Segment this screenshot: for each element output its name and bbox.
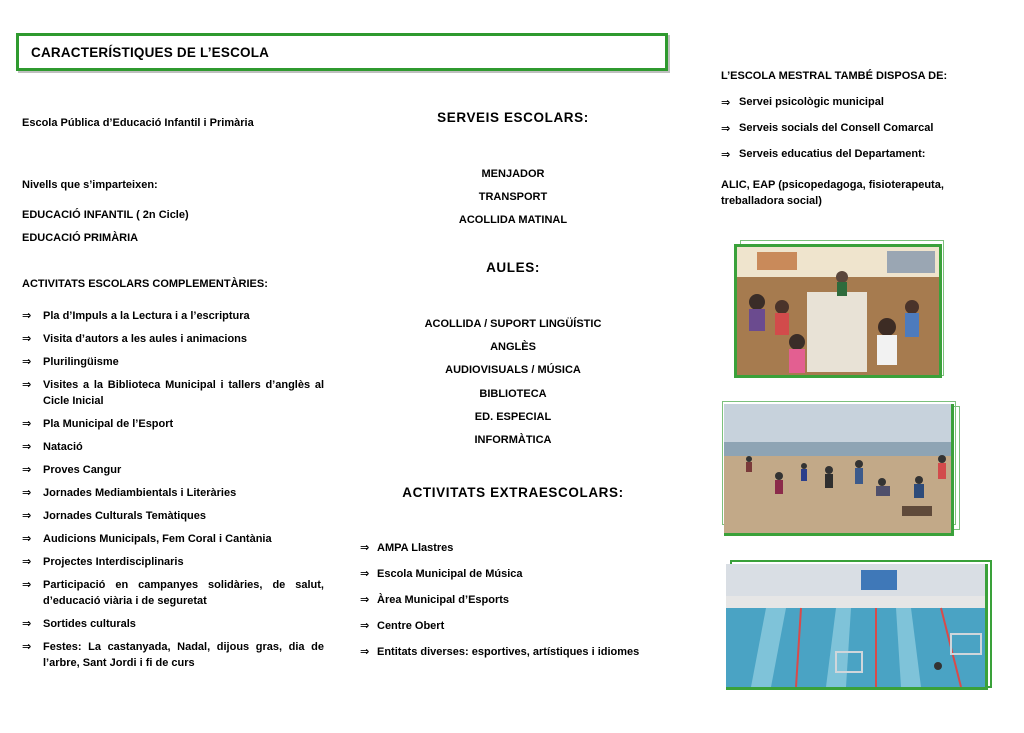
room-item: ED. ESPECIAL <box>474 410 552 423</box>
level-infantil: EDUCACIÓ INFANTIL ( 2n Cicle) <box>22 209 189 221</box>
list-item: ⇒ Festes: La castanyada, Nadal, dijous gras, dia de l’arbre, Sant Jordi i fi de curs <box>22 641 324 669</box>
arrow-icon: ⇒ <box>360 568 370 580</box>
services-heading: SERVEIS ESCOLARS: <box>437 110 589 125</box>
school-type: Escola Pública d’Educació Infantil i Primària <box>22 117 254 129</box>
arrow-icon: ⇒ <box>22 641 32 653</box>
arrow-icon: ⇒ <box>22 487 32 499</box>
list-item: ⇒ Audicions Municipals, Fem Coral i Cantània <box>22 533 272 545</box>
services-list <box>360 163 666 232</box>
extra-heading: ACTIVITATS EXTRAESCOLARS: <box>402 485 624 500</box>
list-item: ⇒ Projectes Interdisciplinaris <box>22 556 184 568</box>
arrow-icon: ⇒ <box>721 123 731 135</box>
list-item: ⇒ Natació <box>22 441 83 453</box>
arrow-icon: ⇒ <box>360 620 370 632</box>
dining-room-image <box>737 247 939 375</box>
activities-list <box>22 308 324 671</box>
extra-section <box>360 485 666 500</box>
arrow-icon: ⇒ <box>22 379 32 391</box>
arrow-icon: ⇒ <box>360 594 370 606</box>
list-item: ⇒ Visites a la Biblioteca Municipal i tallers d’anglès al Cicle Inicial <box>22 379 324 407</box>
room-item: BIBLIOTECA <box>479 387 547 400</box>
arrow-icon: ⇒ <box>22 356 32 368</box>
room-item: INFORMÀTICA <box>474 434 552 447</box>
level-primaria: EDUCACIÓ PRIMÀRIA <box>22 232 139 244</box>
services-section <box>360 110 666 125</box>
pool-image <box>726 564 985 687</box>
rooms-list <box>360 313 666 452</box>
arrow-icon: ⇒ <box>22 533 32 545</box>
room-item: ACOLLIDA / SUPORT LINGÜÍSTIC <box>424 318 602 330</box>
right-heading: L’ESCOLA MESTRAL TAMBÉ DISPOSA DE: <box>721 70 948 82</box>
arrow-icon: ⇒ <box>22 310 32 322</box>
list-item: ⇒ Centre Obert <box>360 618 668 635</box>
arrow-icon: ⇒ <box>360 542 370 554</box>
list-item: ⇒ Participació en campanyes solidàries, de salut, d’educació viària i de seguretat <box>22 579 324 607</box>
service-item: MENJADOR <box>481 168 545 180</box>
arrow-icon: ⇒ <box>22 464 32 476</box>
arrow-icon: ⇒ <box>721 97 731 109</box>
room-item: AUDIOVISUALS / MÚSICA <box>445 364 581 377</box>
service-item: ACOLLIDA MATINAL <box>458 214 568 226</box>
arrow-icon: ⇒ <box>22 418 32 430</box>
pool-photo <box>726 564 988 690</box>
list-item: ⇒ Jornades Mediambientals i Literàries <box>22 487 237 499</box>
arrow-icon: ⇒ <box>360 646 370 658</box>
levels-heading: Nivells que s’imparteixen: <box>22 179 158 191</box>
list-item: ⇒ Plurilingüisme <box>22 356 119 368</box>
dining-room-photo <box>734 244 942 378</box>
right-list <box>721 96 933 174</box>
rooms-heading: AULES: <box>486 260 540 275</box>
list-item: ⇒ Visita d’autors a les aules i animacions <box>22 333 247 345</box>
list-item: ⇒ Jornades Culturals Temàtiques <box>22 510 207 522</box>
room-item: ANGLÈS <box>490 341 536 354</box>
arrow-icon: ⇒ <box>22 441 32 453</box>
list-item: ⇒ Proves Cangur <box>22 464 122 476</box>
list-item: ⇒ AMPA Llastres <box>360 540 668 557</box>
list-item: ⇒ Pla d’Impuls a la Lectura i a l’escriptura <box>22 310 250 322</box>
list-item: ⇒ Serveis educatius del Departament: <box>721 148 926 161</box>
list-item: ⇒ Escola Municipal de Música <box>360 566 668 583</box>
activities-heading: ACTIVITATS ESCOLARS COMPLEMENTÀRIES: <box>22 278 268 290</box>
extra-list <box>360 540 668 661</box>
page-title: CARACTERÍSTIQUES DE L’ESCOLA <box>31 45 270 60</box>
list-item: ⇒ Pla Municipal de l’Esport <box>22 418 174 430</box>
service-item: TRANSPORT <box>478 191 548 203</box>
list-item: ⇒ Entitats diverses: esportives, artístiques i idiomes <box>360 644 668 661</box>
arrow-icon: ⇒ <box>22 556 32 568</box>
rooms-section <box>360 260 666 275</box>
list-item: ⇒ Àrea Municipal d’Esports <box>360 592 668 609</box>
arrow-icon: ⇒ <box>721 149 731 161</box>
list-item: ⇒ Serveis socials del Consell Comarcal <box>721 122 934 135</box>
arrow-icon: ⇒ <box>22 579 32 591</box>
list-item: ⇒ Servei psicològic municipal <box>721 96 884 109</box>
right-note: ALIC, EAP (psicopedagoga, fisioterapeuta, treballadora social) <box>721 179 944 207</box>
arrow-icon: ⇒ <box>22 333 32 345</box>
beach-photo <box>724 404 954 536</box>
list-item: ⇒ Sortides culturals <box>22 618 136 630</box>
beach-image <box>724 404 951 533</box>
arrow-icon: ⇒ <box>22 618 32 630</box>
arrow-icon: ⇒ <box>22 510 32 522</box>
title-box <box>16 33 668 71</box>
